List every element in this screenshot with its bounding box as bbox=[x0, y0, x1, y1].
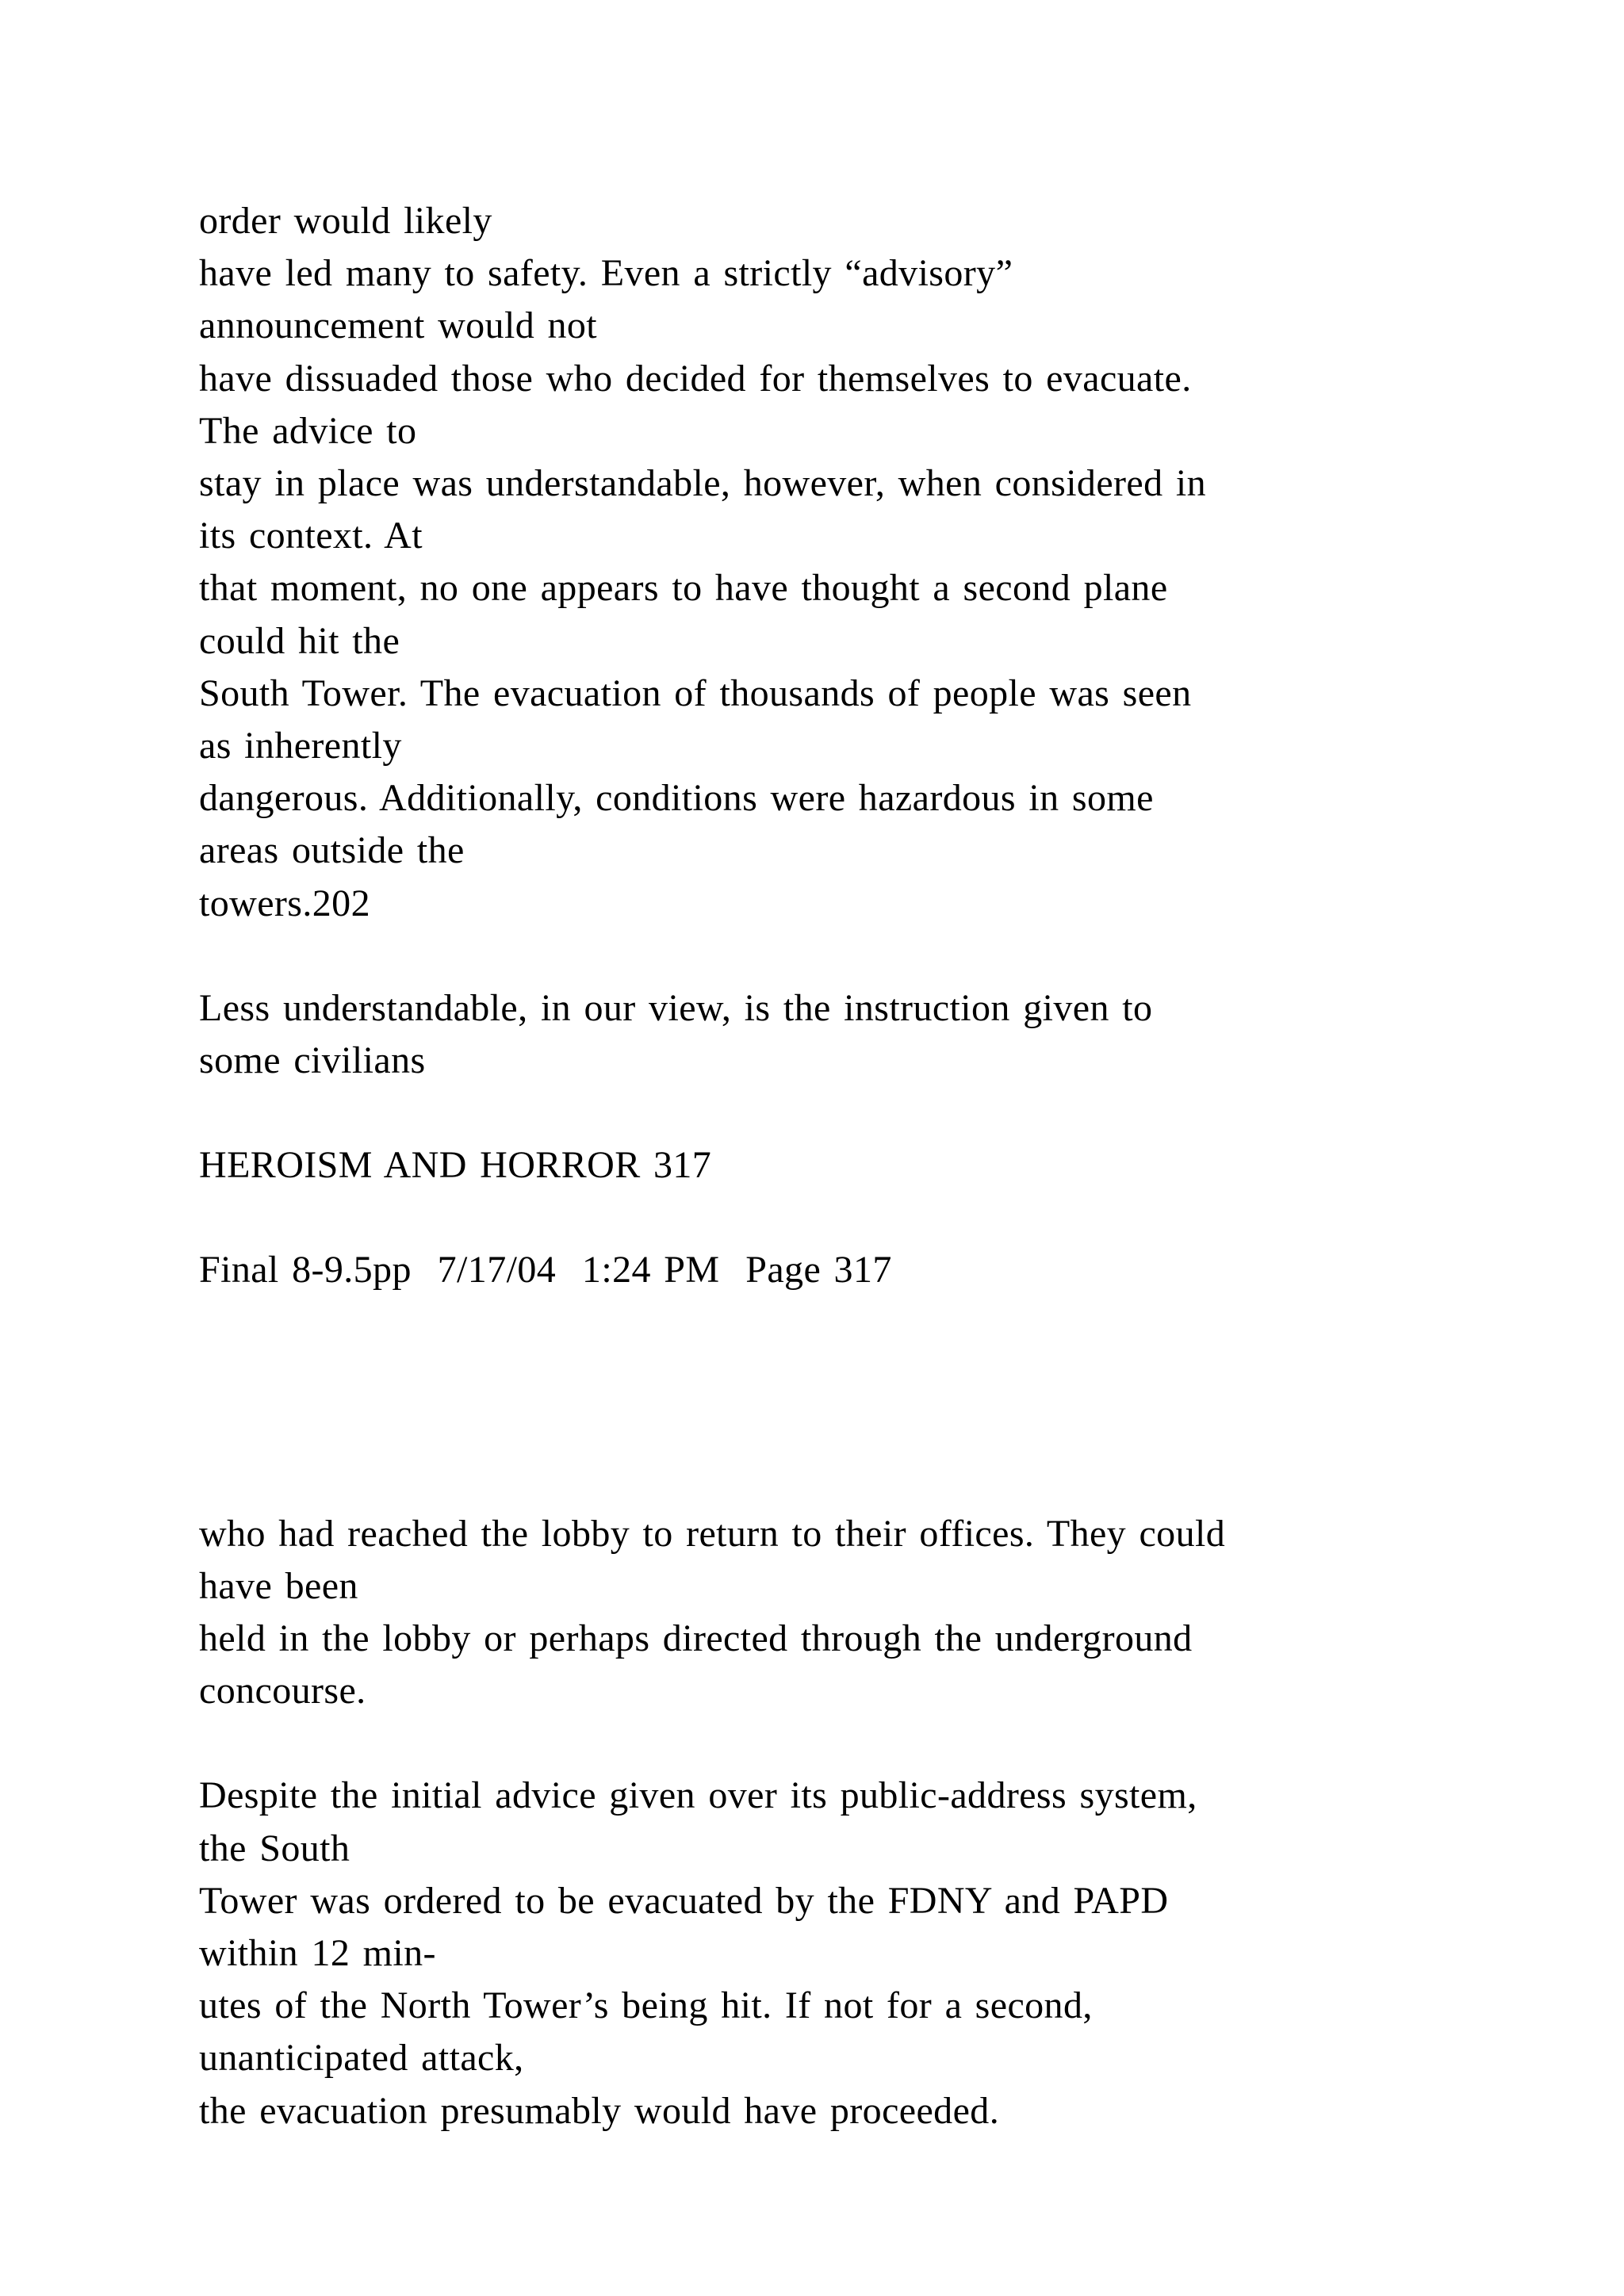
text-line: have been bbox=[199, 1564, 358, 1607]
text-line: the evacuation presumably would have proceeded. bbox=[199, 2089, 1000, 2132]
document-page bbox=[199, 195, 1531, 2137]
text-line: that moment, no one appears to have thought a second plane bbox=[199, 567, 1168, 610]
text-line: unanticipated attack, bbox=[199, 2037, 524, 2080]
running-footer: HEROISM AND HORROR 317 bbox=[199, 1144, 712, 1187]
text-line: could hit the bbox=[199, 619, 400, 662]
text-line: have dissuaded those who decided for themselves to evacuate. bbox=[199, 357, 1192, 400]
text-line: areas outside the bbox=[199, 829, 465, 872]
text-line: order would likely bbox=[199, 200, 492, 242]
paragraph-gap bbox=[199, 1192, 1531, 1244]
paragraph-stay-in-place bbox=[199, 195, 1531, 930]
text-line: as inherently bbox=[199, 725, 402, 767]
paragraph-gap bbox=[199, 930, 1531, 982]
text-line: announcement would not bbox=[199, 304, 598, 347]
paragraph-evacuation-order bbox=[199, 1770, 1531, 2137]
paragraph-gap bbox=[199, 1717, 1531, 1770]
text-line: its context. At bbox=[199, 515, 423, 557]
text-line: within 12 min- bbox=[199, 1932, 436, 1975]
paragraph-less-understandable bbox=[199, 982, 1531, 1087]
text-line: who had reached the lobby to return to their offices. They could bbox=[199, 1512, 1226, 1555]
text-line: The advice to bbox=[199, 409, 417, 452]
text-line: some civilians bbox=[199, 1039, 426, 1082]
paragraph-gap bbox=[199, 1087, 1531, 1139]
text-line: utes of the North Tower’s being hit. If not for a second, bbox=[199, 1984, 1093, 2027]
text-line: concourse. bbox=[199, 1670, 366, 1712]
print-slug: Final 8-9.5pp 7/17/04 1:24 PM Page 317 bbox=[199, 1249, 892, 1292]
text-line: dangerous. Additionally, conditions were hazardous in some bbox=[199, 777, 1154, 820]
text-line: have led many to safety. Even a strictly “advisory” bbox=[199, 252, 1013, 295]
text-line: Less understandable, in our view, is the instruction given to bbox=[199, 986, 1153, 1029]
paragraph-lobby bbox=[199, 1508, 1531, 1718]
text-line: held in the lobby or perhaps directed through the underground bbox=[199, 1617, 1193, 1660]
page-break-gap bbox=[199, 1297, 1531, 1508]
text-line: South Tower. The evacuation of thousands of people was seen bbox=[199, 672, 1192, 714]
text-line: towers.202 bbox=[199, 882, 370, 924]
text-line: Despite the initial advice given over its public-address system, bbox=[199, 1774, 1197, 1817]
text-line: stay in place was understandable, however, when considered in bbox=[199, 462, 1207, 505]
text-line: the South bbox=[199, 1827, 350, 1869]
text-line: Tower was ordered to be evacuated by the FDNY and PAPD bbox=[199, 1879, 1169, 1922]
